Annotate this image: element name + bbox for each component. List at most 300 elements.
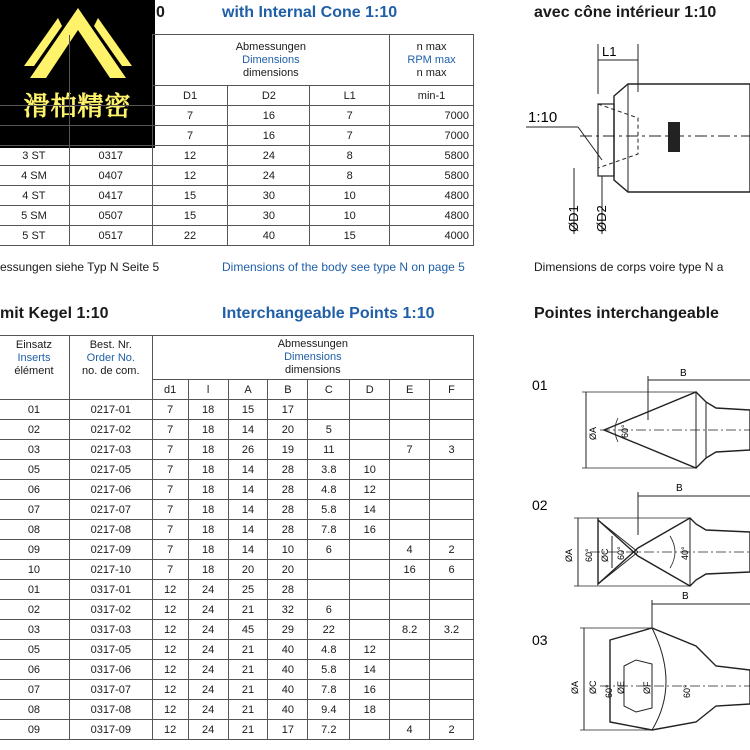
drawing-02-a: ØA: [564, 548, 574, 562]
table-cell: 14: [228, 520, 268, 540]
table-cell: 14: [228, 460, 268, 480]
table-cell: 12: [152, 700, 188, 720]
table-cell: 6: [308, 600, 350, 620]
insert-label-fr: élément: [14, 365, 54, 377]
table-cell: 0507: [69, 206, 152, 226]
table-cell: 7: [152, 400, 188, 420]
table-cell: [350, 400, 390, 420]
table-cell: [430, 600, 474, 620]
bottom-dims-header: [152, 336, 473, 380]
table-cell: [308, 580, 350, 600]
table-row: [0, 560, 474, 580]
table-cell: [430, 420, 474, 440]
table-cell: 14: [350, 660, 390, 680]
table-row: [0, 680, 474, 700]
table-cell: 12: [350, 640, 390, 660]
table-cell: [430, 520, 474, 540]
table-cell: 20: [268, 420, 308, 440]
drawing-03-angle2: 60°: [682, 684, 692, 698]
table-cell: 08: [0, 520, 69, 540]
table-cell: 01: [0, 580, 69, 600]
table-row: [0, 146, 474, 166]
bottom-heading-middle: Interchangeable Points 1:10: [222, 305, 435, 322]
table-cell: 28: [268, 460, 308, 480]
table-cell: 20: [268, 560, 308, 580]
order-label-en: Order No.: [86, 352, 135, 364]
table-cell: 18: [188, 400, 228, 420]
table-cell: 18: [188, 520, 228, 540]
drawing-02-angle2: 60°: [616, 546, 626, 560]
table-cell: 4 SM: [0, 166, 69, 186]
table-cell: 18: [188, 560, 228, 580]
table-cell: 17: [268, 720, 308, 740]
table-cell: 40: [228, 226, 310, 246]
drawing-02-c: ØC: [600, 548, 610, 562]
top-note-fr: Dimensions de corps voire type N a: [534, 260, 724, 274]
table-row: [0, 600, 474, 620]
table-cell: 3.8: [308, 460, 350, 480]
table-cell: [390, 500, 430, 520]
table-cell: 18: [188, 540, 228, 560]
table-row: [0, 700, 474, 720]
table-cell: 6: [308, 540, 350, 560]
top-dims-header: [152, 35, 389, 86]
table-cell: 28: [268, 500, 308, 520]
table-cell: [390, 420, 430, 440]
table-cell: 14: [350, 500, 390, 520]
drawing-03-c: ØC: [588, 680, 598, 694]
table-cell: 7: [152, 480, 188, 500]
table-row: [0, 720, 474, 740]
table-cell: 02: [0, 600, 69, 620]
table-cell: 4: [390, 720, 430, 740]
table-cell: 4800: [390, 186, 474, 206]
bottom-dims-label-fr: dimensions: [285, 364, 341, 376]
table-cell: 7.8: [308, 520, 350, 540]
table-cell: [390, 700, 430, 720]
table-cell: 12: [152, 166, 228, 186]
table-cell: 0217-01: [69, 400, 152, 420]
table-cell: [308, 560, 350, 580]
table-cell: [430, 680, 474, 700]
table-cell: [430, 640, 474, 660]
table-cell: 09: [0, 540, 69, 560]
table-row: [0, 620, 474, 640]
drawing-03-e: ØE: [616, 680, 626, 694]
table-row: [0, 186, 474, 206]
table-row: [0, 440, 474, 460]
table-cell: 0317-03: [69, 620, 152, 640]
d2-label: ØD2: [594, 205, 609, 232]
table-cell: 7000: [390, 106, 474, 126]
table-cell: 12: [152, 580, 188, 600]
table-cell: 5800: [390, 146, 474, 166]
table-cell: [390, 580, 430, 600]
table-cell: 40: [268, 700, 308, 720]
table-cell: 24: [188, 680, 228, 700]
dims-label-fr: dimensions: [243, 66, 299, 79]
order-label-fr: no. de com.: [82, 365, 140, 377]
table-cell: 7: [152, 460, 188, 480]
table-cell: 21: [228, 680, 268, 700]
table-cell: 15: [152, 206, 228, 226]
top-heading-middle: with Internal Cone 1:10: [222, 4, 398, 21]
table-cell: 4.8: [308, 480, 350, 500]
table-cell: 25: [228, 580, 268, 600]
table-cell: 30: [228, 206, 310, 226]
table-cell: [350, 580, 390, 600]
table-cell: [69, 126, 152, 146]
drawing-03-b: B: [682, 591, 689, 602]
d1-label: ØD1: [566, 205, 581, 232]
drawing-03-a: ØA: [570, 680, 580, 694]
table-cell: 4: [390, 540, 430, 560]
table-cell: 0217-10: [69, 560, 152, 580]
col-header-d2: D2: [228, 86, 310, 106]
table-cell: 7: [152, 420, 188, 440]
table-cell: 0217-09: [69, 540, 152, 560]
table-cell: 18: [350, 700, 390, 720]
table-cell: 0317-01: [69, 580, 152, 600]
drawing-02-b: B: [676, 483, 683, 494]
table-cell: 02: [0, 420, 69, 440]
ratio-label: 1:10: [528, 109, 558, 126]
table-cell: 0217-02: [69, 420, 152, 440]
top-heading-left: 0: [156, 4, 165, 21]
table-cell: [430, 700, 474, 720]
table-cell: 24: [188, 600, 228, 620]
table-cell: 40: [268, 660, 308, 680]
table-cell: 21: [228, 600, 268, 620]
table-cell: 06: [0, 660, 69, 680]
table-row: [0, 460, 474, 480]
table-cell: 12: [152, 680, 188, 700]
table-cell: 14: [228, 540, 268, 560]
table-cell: 4000: [390, 226, 474, 246]
col-header: l: [188, 380, 228, 400]
table-cell: 0217-07: [69, 500, 152, 520]
top-note-en: Dimensions of the body see type N on page 5: [222, 260, 465, 274]
table-row: [0, 166, 474, 186]
table-cell: 0317-08: [69, 700, 152, 720]
bottom-dims-label-en: Dimensions: [284, 351, 342, 363]
table-cell: 0317-02: [69, 600, 152, 620]
table-cell: 05: [0, 640, 69, 660]
table-cell: 0217-05: [69, 460, 152, 480]
table-cell: [390, 400, 430, 420]
table-cell: 24: [188, 640, 228, 660]
table-cell: 32: [268, 600, 308, 620]
table-row: [0, 660, 474, 680]
table-cell: 9.4: [308, 700, 350, 720]
table-cell: [350, 420, 390, 440]
table-cell: 7: [152, 440, 188, 460]
table-cell: [350, 620, 390, 640]
order-label-de: Best. Nr.: [89, 339, 132, 351]
table-cell: [390, 600, 430, 620]
table-cell: [350, 560, 390, 580]
table-cell: 08: [0, 700, 69, 720]
table-cell: 45: [228, 620, 268, 640]
table-cell: 16: [350, 680, 390, 700]
table-cell: 6: [430, 560, 474, 580]
table-cell: 26: [228, 440, 268, 460]
table-cell: 18: [188, 460, 228, 480]
table-cell: 18: [188, 420, 228, 440]
table-cell: 16: [228, 106, 310, 126]
table-row: [0, 106, 474, 126]
table-cell: 14: [228, 500, 268, 520]
col-header-unit: min-1: [390, 86, 474, 106]
table-cell: 2: [430, 720, 474, 740]
table-cell: 10: [268, 540, 308, 560]
col-header: B: [268, 380, 308, 400]
drawing-01-a: ØA: [588, 426, 598, 440]
table-cell: 29: [268, 620, 308, 640]
table-cell: 7000: [390, 126, 474, 146]
table-cell: 5.8: [308, 500, 350, 520]
table-cell: [430, 500, 474, 520]
top-dimensions-table: [0, 34, 474, 246]
drawing-02-angle1: 60°: [584, 548, 594, 562]
table-row: [0, 500, 474, 520]
table-cell: 10: [310, 206, 390, 226]
inserts-table: [0, 335, 474, 740]
table-cell: 05: [0, 460, 69, 480]
table-cell: [0, 126, 69, 146]
l1-label: L1: [602, 44, 617, 59]
table-row: [0, 126, 474, 146]
table-cell: 12: [152, 600, 188, 620]
table-cell: 11: [308, 440, 350, 460]
table-cell: 19: [268, 440, 308, 460]
table-cell: [390, 680, 430, 700]
table-cell: 22: [152, 226, 228, 246]
table-cell: 01: [0, 400, 69, 420]
table-cell: 17: [268, 400, 308, 420]
table-cell: 24: [188, 720, 228, 740]
table-cell: 21: [228, 640, 268, 660]
table-cell: 22: [308, 620, 350, 640]
table-cell: [390, 460, 430, 480]
table-cell: 24: [228, 166, 310, 186]
table-cell: 7.8: [308, 680, 350, 700]
table-cell: 5.8: [308, 660, 350, 680]
drawing-01-angle: 60°: [620, 424, 630, 438]
table-cell: 14: [228, 480, 268, 500]
table-cell: 40: [268, 640, 308, 660]
table-row: [0, 520, 474, 540]
logo-text: 滑柏精密: [23, 92, 132, 122]
table-cell: 14: [228, 420, 268, 440]
table-cell: 0417: [69, 186, 152, 206]
table-cell: 7: [152, 540, 188, 560]
table-cell: 10: [350, 460, 390, 480]
table-cell: 4 ST: [0, 186, 69, 206]
point-drawing-01: [532, 368, 750, 468]
table-cell: 16: [390, 560, 430, 580]
table-cell: 7: [310, 106, 390, 126]
table-row: [0, 420, 474, 440]
col-header: E: [390, 380, 430, 400]
drawing-01-b: B: [680, 368, 687, 379]
table-row: [0, 206, 474, 226]
nmax-label-fr: n max: [416, 66, 447, 79]
table-row: [0, 226, 474, 246]
table-cell: 3: [430, 440, 474, 460]
table-cell: 0217-03: [69, 440, 152, 460]
table-row: [0, 540, 474, 560]
table-cell: 0217-08: [69, 520, 152, 540]
dims-label-de: Abmessungen: [235, 40, 307, 53]
table-cell: 40: [268, 680, 308, 700]
table-cell: 24: [188, 660, 228, 680]
table-cell: 12: [152, 640, 188, 660]
point-drawing-03: [532, 591, 750, 730]
table-cell: [430, 660, 474, 680]
table-cell: 0317: [69, 146, 152, 166]
table-cell: 3.2: [430, 620, 474, 640]
table-cell: 0317-06: [69, 660, 152, 680]
table-cell: [430, 460, 474, 480]
table-cell: 7: [152, 126, 228, 146]
bottom-heading-right: Pointes interchangeable: [534, 305, 719, 322]
table-cell: 03: [0, 440, 69, 460]
table-cell: 4.8: [308, 640, 350, 660]
table-cell: 0317-09: [69, 720, 152, 740]
col-header: C: [308, 380, 350, 400]
table-cell: 10: [310, 186, 390, 206]
table-cell: 15: [228, 400, 268, 420]
table-cell: 0317-07: [69, 680, 152, 700]
table-cell: 15: [310, 226, 390, 246]
table-cell: 24: [228, 146, 310, 166]
col-header: D: [350, 380, 390, 400]
table-cell: 2: [430, 540, 474, 560]
table-cell: [390, 660, 430, 680]
table-cell: 12: [350, 480, 390, 500]
table-cell: 8: [310, 146, 390, 166]
table-cell: [390, 640, 430, 660]
table-cell: 5 SM: [0, 206, 69, 226]
top-nmax-header: [390, 35, 474, 86]
table-cell: [430, 480, 474, 500]
table-cell: [390, 480, 430, 500]
table-cell: 09: [0, 720, 69, 740]
top-note-de: essungen siehe Typ N Seite 5: [0, 260, 160, 274]
drawing-02-angle3: 40°: [680, 546, 690, 560]
table-cell: 03: [0, 620, 69, 640]
insert-header: [0, 336, 69, 400]
table-cell: 28: [268, 520, 308, 540]
drawing-01-label: 01: [532, 377, 548, 393]
table-row: [0, 480, 474, 500]
table-cell: [350, 600, 390, 620]
table-cell: 12: [152, 620, 188, 640]
table-cell: 18: [188, 500, 228, 520]
table-cell: 21: [228, 660, 268, 680]
table-cell: [0, 106, 69, 126]
table-cell: 24: [188, 620, 228, 640]
col-header-l1: L1: [310, 86, 390, 106]
table-cell: 5 ST: [0, 226, 69, 246]
table-cell: 16: [350, 520, 390, 540]
table-row: [0, 400, 474, 420]
table-cell: 3 ST: [0, 146, 69, 166]
internal-cone-drawing: [520, 34, 750, 244]
col-header: A: [228, 380, 268, 400]
table-cell: 7: [152, 106, 228, 126]
drawing-03-label: 03: [532, 632, 548, 648]
table-row: [0, 580, 474, 600]
table-cell: 5800: [390, 166, 474, 186]
table-cell: 8.2: [390, 620, 430, 640]
table-cell: 24: [188, 580, 228, 600]
table-row: [0, 640, 474, 660]
drawing-03-angle1: 60°: [604, 684, 614, 698]
points-drawings: [520, 360, 750, 750]
table-cell: [308, 400, 350, 420]
nmax-label-de: n max: [416, 40, 447, 53]
table-cell: 16: [228, 126, 310, 146]
table-cell: 24: [188, 700, 228, 720]
drawing-03-f: ØF: [642, 681, 652, 694]
table-cell: 07: [0, 500, 69, 520]
table-cell: [430, 580, 474, 600]
table-cell: 7: [390, 440, 430, 460]
bottom-dims-label-de: Abmessungen: [277, 338, 349, 350]
table-cell: 7: [310, 126, 390, 146]
drawing-02-label: 02: [532, 497, 548, 513]
table-cell: 10: [0, 560, 69, 580]
table-cell: 18: [188, 480, 228, 500]
table-cell: 06: [0, 480, 69, 500]
table-cell: 5: [308, 420, 350, 440]
table-cell: 0317-05: [69, 640, 152, 660]
table-cell: 12: [152, 720, 188, 740]
table-cell: [350, 440, 390, 460]
table-cell: 7: [152, 560, 188, 580]
table-cell: [350, 540, 390, 560]
table-cell: [430, 400, 474, 420]
table-cell: 20: [228, 560, 268, 580]
nmax-label-en: RPM max: [407, 53, 456, 66]
col-header: F: [430, 380, 474, 400]
table-cell: 28: [268, 480, 308, 500]
table-cell: 7.2: [308, 720, 350, 740]
table-cell: [390, 520, 430, 540]
order-header: [69, 336, 152, 400]
table-cell: 30: [228, 186, 310, 206]
table-cell: 0517: [69, 226, 152, 246]
table-cell: 7: [152, 500, 188, 520]
insert-label-en: Inserts: [17, 352, 51, 364]
table-cell: 7: [152, 520, 188, 540]
table-cell: [350, 720, 390, 740]
table-cell: 12: [152, 660, 188, 680]
table-cell: 21: [228, 700, 268, 720]
col-header: d1: [152, 380, 188, 400]
table-cell: 0217-06: [69, 480, 152, 500]
table-cell: 15: [152, 186, 228, 206]
col-header-d1: D1: [152, 86, 228, 106]
insert-label-de: Einsatz: [15, 339, 52, 351]
top-heading-right: avec cône intérieur 1:10: [534, 4, 717, 21]
bottom-heading-left: mit Kegel 1:10: [0, 305, 109, 322]
table-cell: [69, 106, 152, 126]
dims-label-en: Dimensions: [242, 53, 300, 66]
table-cell: 21: [228, 720, 268, 740]
